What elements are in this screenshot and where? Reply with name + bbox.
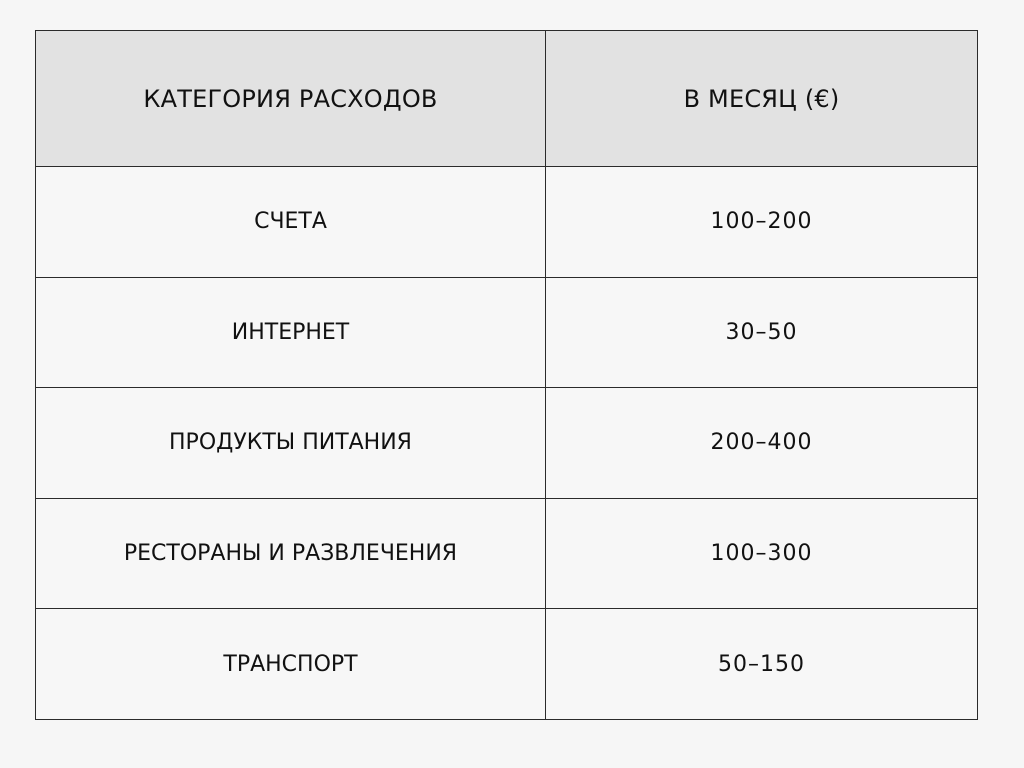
row-category-cell: ТРАНСПОРТ [36,609,546,720]
header-category: КАТЕГОРИЯ РАСХОДОВ [36,31,546,167]
row-category-cell: СЧЕТА [36,167,546,278]
table-header-row [36,31,978,167]
row-amount-cell: 100–200 [546,167,978,278]
row-category-cell: РЕСТОРАНЫ И РАЗВЛЕЧЕНИЯ [36,498,546,609]
expenses-table [35,30,978,720]
row-amount-cell: 50–150 [546,609,978,720]
table-row [36,498,978,609]
expenses-table-container [35,30,977,720]
row-category-cell: ПРОДУКТЫ ПИТАНИЯ [36,388,546,499]
table-row [36,609,978,720]
header-per-month: В МЕСЯЦ (€) [546,31,978,167]
table-row [36,167,978,278]
row-category-cell: ИНТЕРНЕТ [36,277,546,388]
row-amount-cell: 200–400 [546,388,978,499]
table-row [36,277,978,388]
row-amount-cell: 30–50 [546,277,978,388]
row-amount-cell: 100–300 [546,498,978,609]
table-row [36,388,978,499]
